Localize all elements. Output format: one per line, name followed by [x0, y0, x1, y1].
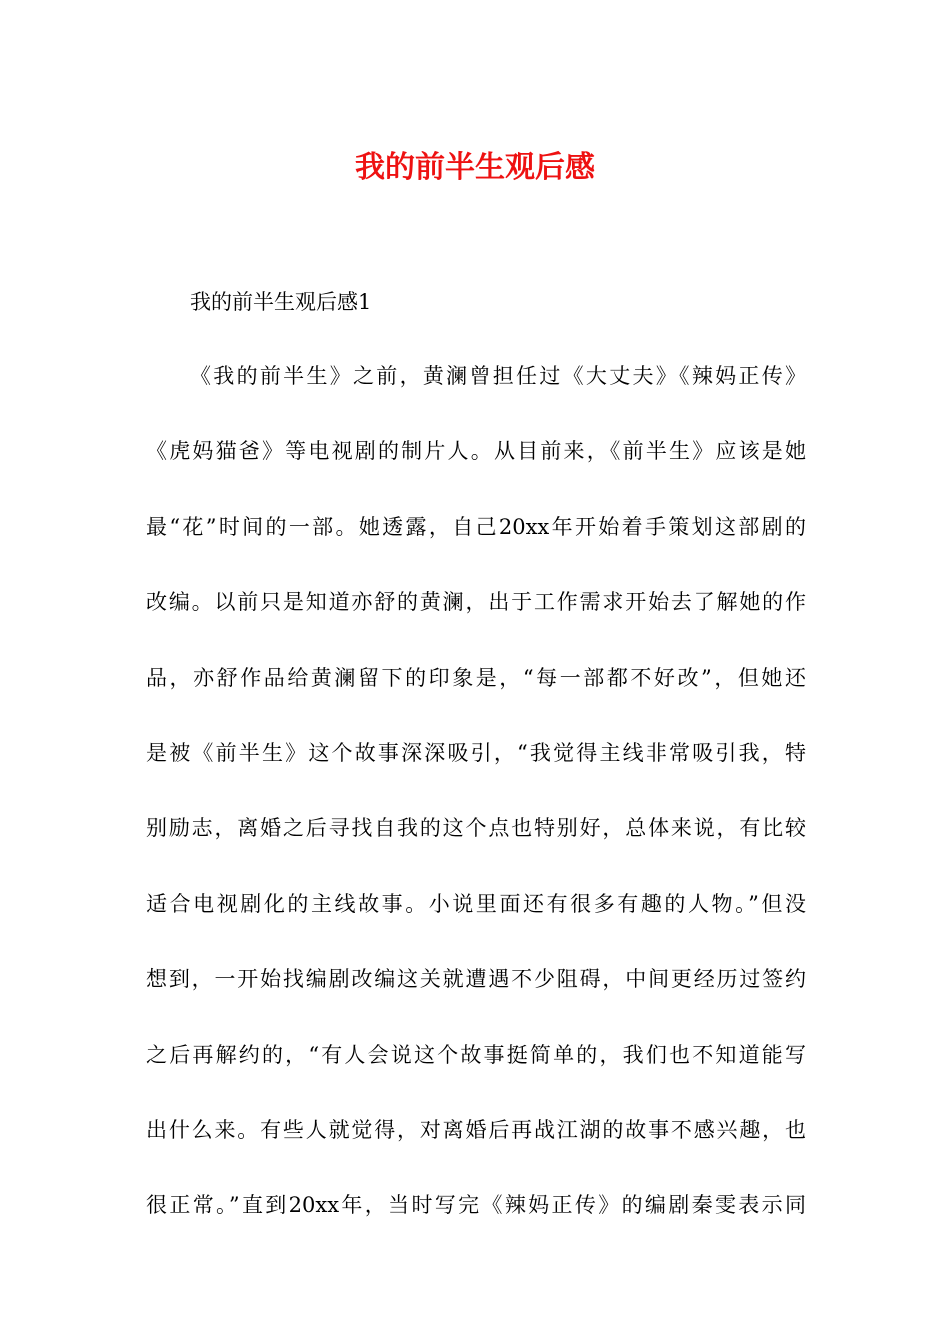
paragraph-line: 是被《前半生》这个故事深深吸引，“我觉得主线非常吸引我，特 — [146, 740, 806, 765]
section-heading: 我的前半生观后感1 — [190, 290, 372, 314]
paragraph-line: 之后再解约的，“有人会说这个故事挺简单的，我们也不知道能写 — [146, 1042, 806, 1067]
paragraph-line: 适合电视剧化的主线故事。小说里面还有很多有趣的人物。”但没 — [146, 891, 806, 916]
paragraph-line: 《我的前半生》之前，黄澜曾担任过《大丈夫》《辣妈正传》 — [190, 364, 806, 388]
paragraph-line: 出什么来。有些人就觉得，对离婚后再战江湖的故事不感兴趣，也 — [146, 1117, 806, 1142]
paragraph-line: 品，亦舒作品给黄澜留下的印象是，“每一部都不好改”，但她还 — [146, 665, 806, 690]
paragraph-line: 最“花”时间的一部。她透露，自己20xx年开始着手策划这部剧的 — [146, 514, 806, 539]
paragraph-line: 想到，一开始找编剧改编这关就遭遇不少阻碍，中间更经历过签约 — [146, 967, 806, 992]
paragraph-line: 别励志，离婚之后寻找自我的这个点也特别好，总体来说，有比较 — [146, 816, 806, 841]
paragraph-line: 改编。以前只是知道亦舒的黄澜，出于工作需求开始去了解她的作 — [146, 590, 806, 615]
paragraph-line: 很正常。”直到20xx年，当时写完《辣妈正传》的编剧秦雯表示同 — [146, 1193, 806, 1218]
body-paragraph — [146, 358, 806, 1263]
paragraph-line: 《虎妈猫爸》等电视剧的制片人。从目前来，《前半生》应该是她 — [146, 439, 806, 464]
document-title: 我的前半生观后感 — [355, 150, 595, 185]
